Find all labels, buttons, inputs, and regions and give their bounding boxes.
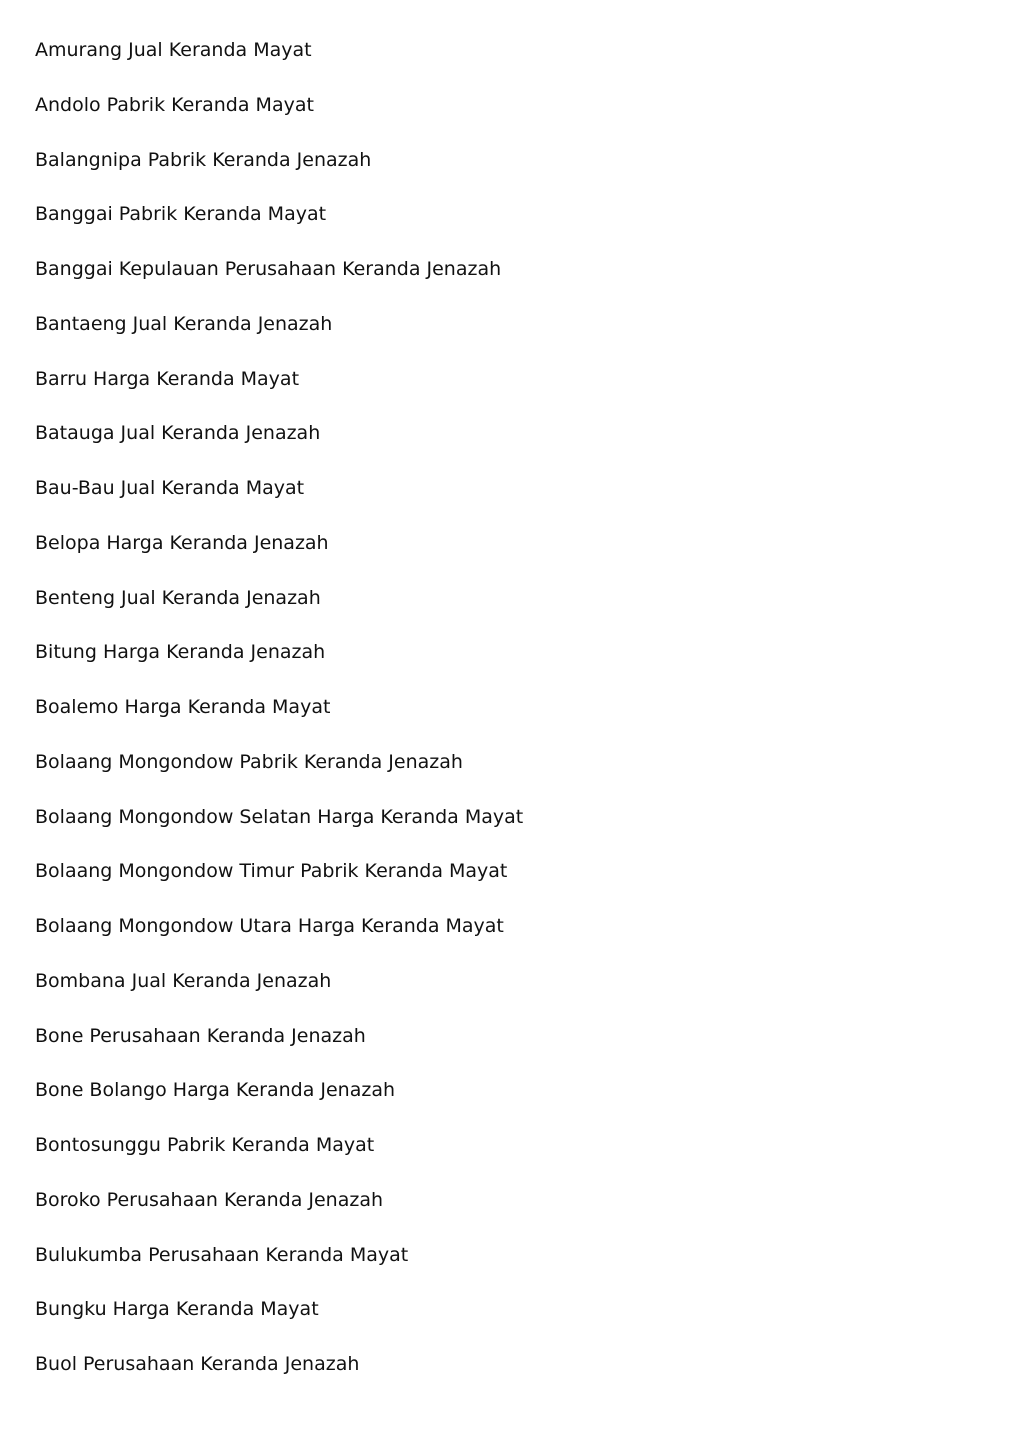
list-item: Banggai Kepulauan Perusahaan Keranda Jenazah bbox=[35, 258, 502, 280]
list-item: Bontosunggu Pabrik Keranda Mayat bbox=[35, 1134, 375, 1156]
list-item: Bulukumba Perusahaan Keranda Mayat bbox=[35, 1243, 409, 1266]
entry-list bbox=[35, 36, 523, 1405]
list-item: Bone Perusahaan Keranda Jenazah bbox=[35, 1024, 366, 1047]
list-item: Batauga Jual Keranda Jenazah bbox=[35, 422, 321, 445]
list-item: Amurang Jual Keranda Mayat bbox=[35, 39, 312, 61]
list-item: Boroko Perusahaan Keranda Jenazah bbox=[35, 1188, 384, 1211]
list-item: Balangnipa Pabrik Keranda Jenazah bbox=[35, 148, 372, 171]
list-item: Bombana Jual Keranda Jenazah bbox=[35, 969, 332, 992]
list-item: Benteng Jual Keranda Jenazah bbox=[35, 586, 321, 609]
list-item: Bitung Harga Keranda Jenazah bbox=[35, 641, 326, 664]
list-item: Bolaang Mongondow Pabrik Keranda Jenazah bbox=[35, 750, 463, 773]
list-item: Bolaang Mongondow Selatan Harga Keranda Mayat bbox=[35, 805, 524, 828]
list-item: Bone Bolango Harga Keranda Jenazah bbox=[35, 1079, 396, 1102]
list-item: Bau-Bau Jual Keranda Mayat bbox=[35, 477, 305, 499]
list-item: Bantaeng Jual Keranda Jenazah bbox=[35, 312, 333, 335]
list-item: Barru Harga Keranda Mayat bbox=[35, 367, 300, 390]
list-item: Bolaang Mongondow Timur Pabrik Keranda Mayat bbox=[35, 860, 508, 883]
list-item: Bolaang Mongondow Utara Harga Keranda Mayat bbox=[35, 915, 504, 937]
list-item: Andolo Pabrik Keranda Mayat bbox=[35, 93, 314, 116]
list-item: Boalemo Harga Keranda Mayat bbox=[35, 696, 331, 718]
list-item: Banggai Pabrik Keranda Mayat bbox=[35, 203, 327, 226]
list-item: Buol Perusahaan Keranda Jenazah bbox=[35, 1353, 360, 1375]
list-item: Bungku Harga Keranda Mayat bbox=[35, 1298, 319, 1321]
list-item: Belopa Harga Keranda Jenazah bbox=[35, 531, 329, 554]
